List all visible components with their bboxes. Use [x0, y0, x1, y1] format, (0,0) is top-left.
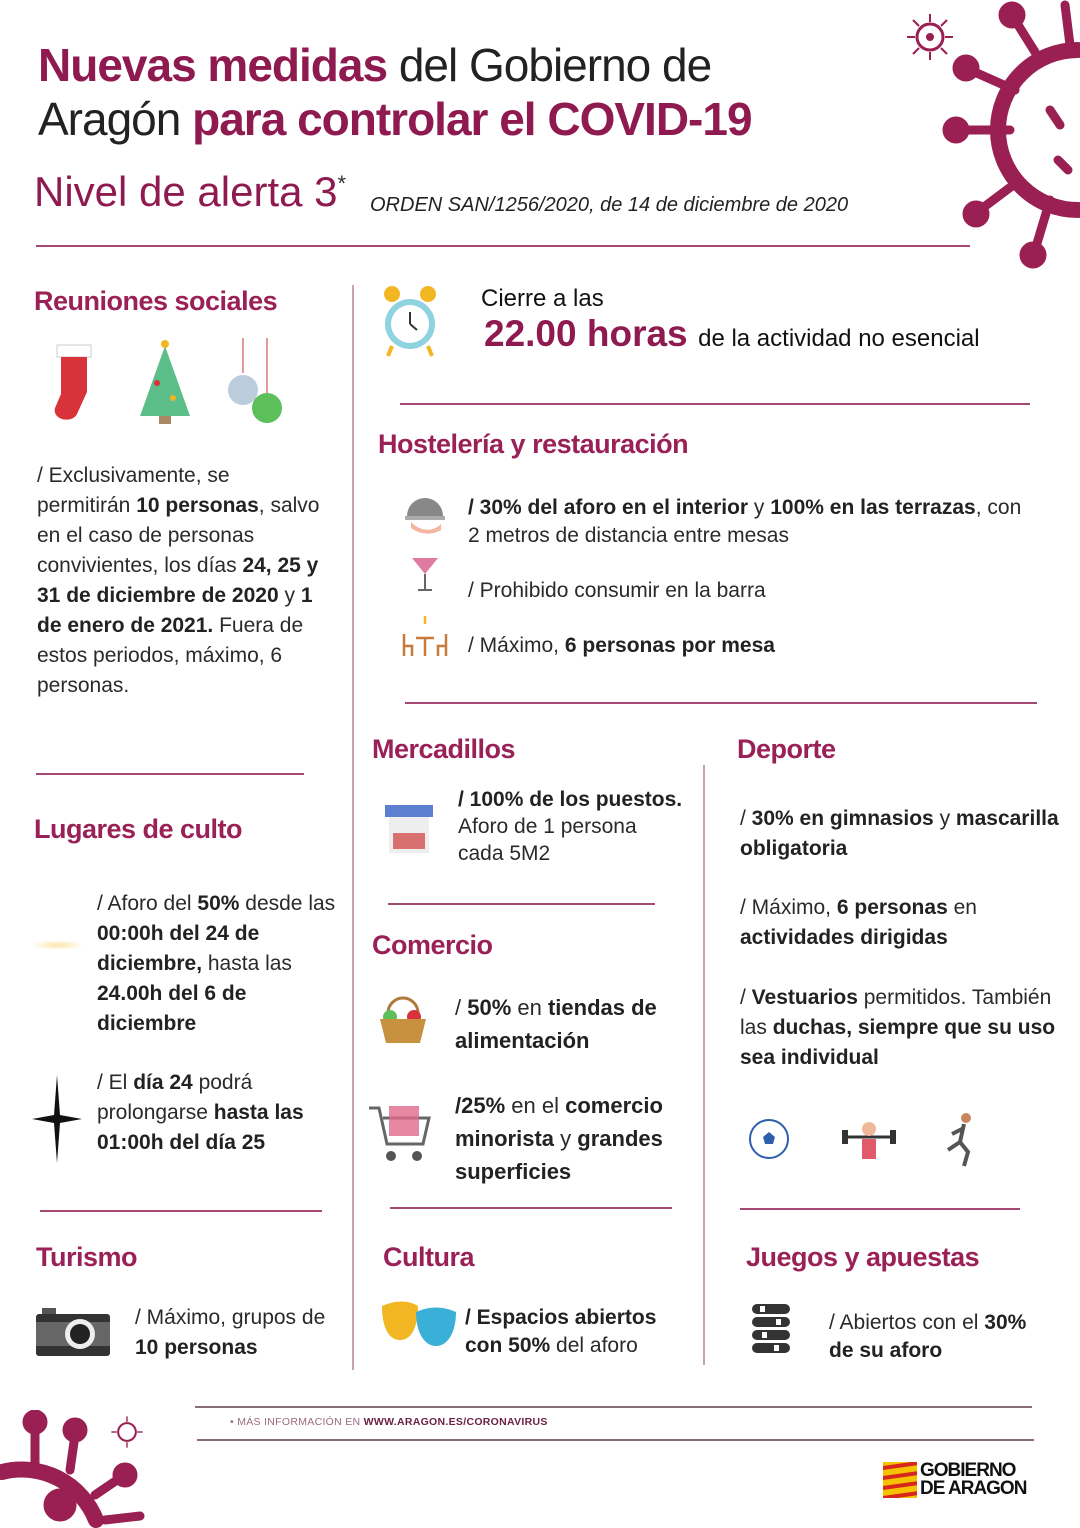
reuniones-text	[37, 461, 322, 701]
text-segment: y	[933, 807, 956, 830]
text-segment: Fuera de estos periodos, máximo, 6 personas.	[37, 614, 304, 697]
divider	[40, 1210, 322, 1212]
emphasis-text: / Espacios abiertos con 50%	[465, 1306, 657, 1357]
text-segment: / Máximo, grupos de	[135, 1306, 326, 1329]
more-info: • MÁS INFORMACIÓN EN WWW.ARAGON.ES/CORONAVIRUS	[230, 1416, 548, 1428]
market-stall-icon	[383, 803, 435, 855]
emphasis-text: 1 de enero de 2021.	[37, 584, 313, 637]
emphasis-text: día 24	[133, 1071, 193, 1094]
column-divider	[352, 285, 354, 1370]
emphasis-text: hasta las 01:00h del día 25	[97, 1101, 304, 1154]
text-segment: y	[278, 584, 301, 607]
section-title-juegos: Juegos y apuestas	[746, 1242, 980, 1272]
text-segment: /	[740, 986, 752, 1009]
divider	[388, 903, 655, 905]
more-info-label: MÁS INFORMACIÓN EN	[237, 1416, 364, 1428]
comercio-item-1	[455, 991, 695, 1057]
text-segment: , con 2 metros de distancia entre mesas	[468, 496, 1022, 547]
text-segment: / Exclusivamente, se permitirán	[37, 464, 230, 517]
text-segment: desde las	[239, 892, 336, 915]
text-segment: /	[740, 807, 752, 830]
culto-text-1	[97, 889, 347, 1039]
text-segment: en	[511, 995, 548, 1020]
emphasis-text: para controlar el COVID-19	[192, 93, 752, 145]
emphasis-text: Nuevas medidas	[38, 39, 388, 91]
turismo-text	[135, 1303, 335, 1363]
order-reference: ORDEN SAN/1256/2020, de 14 de diciembre de 2020	[370, 194, 849, 216]
emphasis-text: / 30% del aforo en el interior	[468, 496, 749, 519]
text-segment: / Máximo,	[740, 896, 837, 919]
emphasis-text: / 100% de los puestos.	[458, 788, 683, 811]
small-virus-icon	[905, 12, 955, 62]
gobierno-aragon-logo	[883, 1462, 1026, 1498]
emphasis-text: 6 personas por mesa	[564, 634, 775, 657]
emphasis-text: duchas, siempre que su uso sea individual	[740, 1016, 1056, 1069]
text-segment: Aforo de 1 persona cada 5M2	[458, 815, 637, 865]
virus-decoration-icon	[940, 0, 1080, 270]
column-divider	[703, 765, 705, 1365]
emphasis-text: 10 personas	[136, 494, 259, 517]
divider	[36, 245, 970, 247]
mercadillos-text	[458, 786, 683, 867]
emphasis-text: /25%	[455, 1093, 506, 1118]
aragon-flag-icon	[883, 1462, 917, 1498]
alert-level-text: Nivel de alerta 3	[34, 168, 338, 215]
emphasis-text: 30% en gimnasios	[751, 807, 934, 830]
camera-icon	[36, 1308, 110, 1356]
divider	[195, 1406, 1032, 1408]
divider	[405, 702, 1037, 704]
cultura-text	[465, 1304, 695, 1360]
section-title-mercadillos: Mercadillos	[372, 734, 516, 764]
divider	[740, 1208, 1020, 1210]
text-segment: del aforo	[550, 1334, 638, 1357]
light-glow-icon	[30, 940, 85, 950]
cocktail-icon	[410, 550, 440, 595]
divider	[400, 403, 1030, 405]
small-virus-icon	[110, 1415, 144, 1449]
comercio-item-2	[455, 1089, 700, 1188]
closing-time	[484, 313, 980, 355]
text-segment: Aragón	[38, 93, 193, 145]
emphasis-text: grandes superficies	[455, 1126, 663, 1184]
emphasis-text: 00:00h del 24 de diciembre,	[97, 922, 260, 975]
text-segment: en el	[505, 1093, 566, 1118]
section-title-turismo: Turismo	[36, 1242, 138, 1272]
deporte-item-2	[740, 893, 1060, 953]
text-segment: hasta las	[202, 952, 292, 975]
section-title-hosteleria: Hostelería y restauración	[378, 429, 689, 459]
hosteleria-item-3	[468, 631, 968, 661]
logo-line-1: GOBIERNO	[920, 1460, 1016, 1481]
casino-chips-icon	[750, 1302, 792, 1358]
alert-footnote-mark: *	[337, 171, 347, 196]
juegos-text	[829, 1309, 1029, 1365]
weightlifting-icon	[840, 1115, 898, 1165]
closing-scope: de la actividad no esencial	[698, 325, 980, 352]
divider	[197, 1439, 1034, 1441]
text-segment: / El	[97, 1071, 134, 1094]
emphasis-text: 50%	[197, 892, 240, 915]
grocery-basket-icon	[376, 993, 430, 1045]
section-title-comercio: Comercio	[372, 930, 493, 960]
christmas-tree-icon	[135, 338, 195, 428]
emphasis-text: mascarilla obligatoria	[740, 807, 1059, 860]
christmas-stocking-icon	[45, 340, 100, 425]
logo-line-2: DE ARAGON	[920, 1478, 1027, 1499]
text-segment: podrá prolongarse	[97, 1071, 253, 1124]
emphasis-text: 24.00h del 6 de diciembre	[97, 982, 247, 1035]
hosteleria-item-2	[468, 576, 968, 606]
table-chairs-icon	[400, 612, 450, 660]
section-title-deporte: Deporte	[737, 734, 836, 764]
emphasis-text: 24, 25 y 31 de diciembre de 2020	[37, 554, 319, 607]
serving-cloche-icon	[403, 490, 447, 538]
alarm-clock-icon	[380, 284, 440, 359]
emphasis-text: comercio minorista	[455, 1093, 663, 1151]
text-segment: en	[947, 896, 977, 919]
runner-icon	[940, 1112, 980, 1168]
text-segment: , salvo en el caso de personas convivientes, los días	[37, 494, 320, 577]
emphasis-text: 10 personas	[135, 1336, 258, 1359]
deporte-item-3	[740, 983, 1060, 1073]
shopping-cart-icon	[367, 1100, 433, 1166]
text-segment: permitidos. También las	[740, 986, 1052, 1039]
section-title-reuniones: Reuniones sociales	[34, 286, 278, 316]
alert-level	[34, 168, 346, 216]
theater-masks-icon	[380, 1300, 458, 1355]
text-segment: del Gobierno de	[387, 39, 712, 91]
divider	[390, 1207, 672, 1209]
emphasis-text: 100% en las terrazas	[770, 496, 976, 519]
page-title	[38, 38, 752, 146]
emphasis-text: actividades dirigidas	[740, 926, 948, 949]
emphasis-text: 6 personas	[836, 896, 948, 919]
text-segment: /	[455, 995, 468, 1020]
text-segment: y	[554, 1126, 578, 1151]
section-title-culto: Lugares de culto	[34, 814, 243, 844]
text-segment: / Prohibido consumir en la barra	[468, 579, 766, 602]
christmas-ornament-icon	[225, 338, 285, 428]
emphasis-text: 50%	[467, 995, 512, 1020]
text-segment: / Abiertos con el	[829, 1311, 985, 1334]
title-line-1	[38, 38, 752, 92]
sparkle-star-icon	[32, 1075, 82, 1163]
text-segment: y	[748, 496, 771, 519]
emphasis-text: Vestuarios	[751, 986, 858, 1009]
soccer-ball-icon	[748, 1118, 790, 1160]
section-title-cultura: Cultura	[383, 1242, 474, 1272]
closing-label: Cierre a las	[481, 285, 604, 312]
closing-hour: 22.00 horas	[484, 313, 688, 354]
title-line-2	[38, 92, 752, 146]
emphasis-text: 30% de su aforo	[829, 1311, 1027, 1362]
deporte-item-1	[740, 804, 1060, 864]
divider	[36, 773, 304, 775]
more-info-link[interactable]: WWW.ARAGON.ES/CORONAVIRUS	[363, 1416, 548, 1428]
text-segment: / Aforo del	[97, 892, 198, 915]
emphasis-text: tiendas de alimentación	[455, 995, 657, 1053]
culto-text-2	[97, 1068, 342, 1158]
hosteleria-item-1	[468, 494, 1038, 550]
text-segment: / Máximo,	[468, 634, 565, 657]
